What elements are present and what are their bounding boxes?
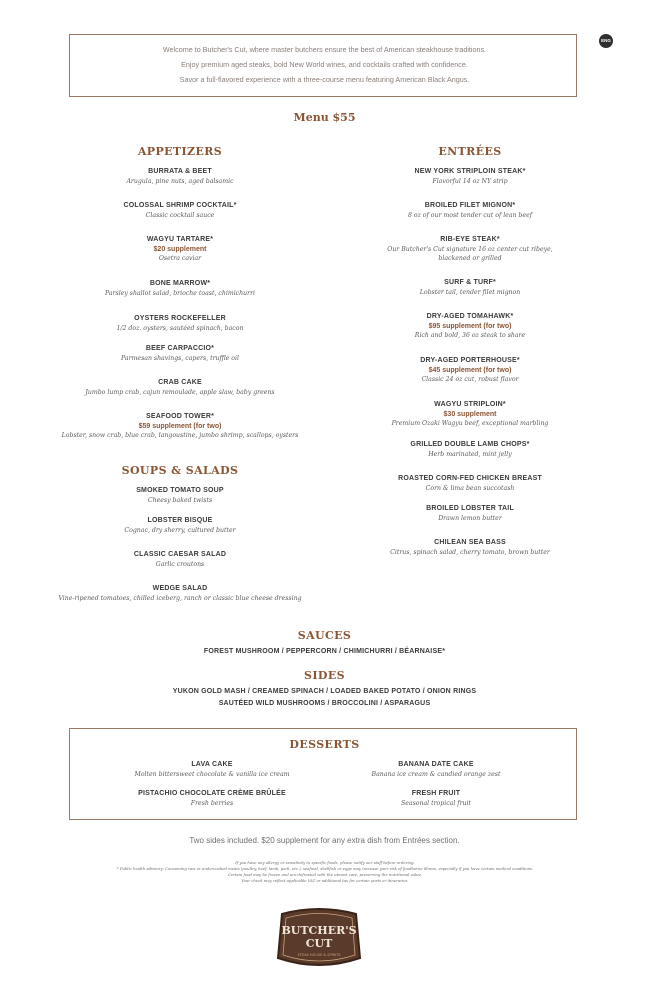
- item-name: FRESH FRUIT: [411, 790, 461, 797]
- sides-heading: SIDES: [304, 669, 345, 682]
- language-badge[interactable]: ENG: [599, 34, 613, 48]
- item-name: WAGYU STRIPLOIN*: [434, 401, 506, 408]
- item-desc: Arugula, pine nuts, aged balsamic: [126, 178, 234, 185]
- item-name: BURRATA & BEET: [148, 168, 212, 175]
- item-desc: Osetra caviar: [158, 255, 202, 262]
- item-desc: Cheesy baked twists: [147, 497, 213, 504]
- appetizer-item: [40, 344, 320, 363]
- item-desc: Fresh berries: [190, 800, 234, 807]
- entree-item: [330, 278, 610, 297]
- fine-print-line-4: Your check may reflect applicable VAT or additional tax for certain ports or itineraries.: [241, 878, 409, 883]
- item-name: BONE MARROW*: [149, 280, 211, 287]
- logo-line-1: BUTCHER'S: [281, 924, 357, 937]
- item-desc: Banana ice cream & candied orange zest: [371, 771, 501, 778]
- item-name: GRILLED DOUBLE LAMB CHOPS*: [410, 441, 530, 448]
- appetizer-item: [40, 314, 320, 333]
- item-desc: Molten bittersweet chocolate & vanilla ice cream: [134, 771, 290, 778]
- entree-item: [330, 538, 610, 557]
- item-name: COLOSSAL SHRIMP COCKTAIL*: [123, 202, 237, 209]
- appetizer-item: [40, 201, 320, 220]
- item-desc: Premium Ozaki Wagyu beef, exceptional marbling: [391, 420, 549, 427]
- item-desc: Seasonal tropical fruit: [400, 800, 472, 807]
- item-name: BROILED LOBSTER TAIL: [426, 505, 514, 512]
- fine-print-line-2: * Public health advisory: Consuming raw or undercooked meats (poultry, beef, lamb, pork, etc.), seafood, shellfish or eggs may increase your risk of foodborne illness, especially if you have certain medical conditions.: [116, 866, 534, 871]
- item-name: OYSTERS ROCKEFELLER: [134, 315, 226, 322]
- sauces-list: FOREST MUSHROOM / PEPPERCORN / CHIMICHURRI / BÉARNAISE*: [203, 648, 446, 655]
- entrees-heading: ENTRÉES: [438, 145, 502, 158]
- sides-included-note: Two sides included. $20 supplement for any extra dish from Entrées section.: [189, 836, 460, 845]
- soup-salad-item: [40, 550, 320, 569]
- item-name: CHILEAN SEA BASS: [434, 539, 506, 546]
- entree-item: [330, 235, 610, 263]
- item-desc: 1/2 doz. oysters, sautéed spinach, bacon: [116, 325, 244, 332]
- menu-price: Menu $55: [293, 111, 356, 124]
- intro-line-3: Savor a full-flavored experience with a three-course menu featuring American Black Angus.: [179, 75, 470, 84]
- item-name: SEAFOOD TOWER*: [145, 413, 214, 420]
- item-desc: Lobster tail, tender filet mignon: [419, 289, 521, 296]
- item-name: BANANA DATE CAKE: [398, 761, 474, 768]
- item-desc: Lobster, snow crab, blue crab, langoustine, jumbo shrimp, scallops, oysters: [61, 432, 299, 439]
- item-desc: Citrus, spinach salad, cherry tomato, brown butter: [390, 549, 550, 556]
- item-name: CRAB CAKE: [158, 379, 202, 386]
- entree-item: [330, 167, 610, 186]
- item-name: CLASSIC CAESAR SALAD: [133, 551, 227, 558]
- butchers-cut-logo: [272, 906, 366, 970]
- item-name: LAVA CAKE: [191, 761, 233, 768]
- soups-salads-heading: SOUPS & SALADS: [121, 464, 239, 477]
- appetizer-item: [40, 167, 320, 186]
- item-desc: Corn & lima bean succotash: [425, 485, 515, 492]
- item-name: WAGYU TARTARE*: [146, 236, 214, 243]
- item-supplement: $30 supplement: [443, 411, 497, 418]
- dessert-item: [296, 789, 576, 808]
- item-name: DRY-AGED PORTERHOUSE*: [420, 357, 520, 364]
- entree-item: [330, 201, 610, 220]
- item-name: BROILED FILET MIGNON*: [424, 202, 516, 209]
- item-name: SMOKED TOMATO SOUP: [136, 487, 224, 494]
- entree-item: [330, 504, 610, 523]
- item-name: ROASTED CORN-FED CHICKEN BREAST: [398, 475, 542, 482]
- item-desc: Drawn lemon butter: [438, 515, 502, 522]
- sides-list-line-1: YUKON GOLD MASH / CREAMED SPINACH / LOADED BAKED POTATO / ONION RINGS: [172, 688, 477, 695]
- item-supplement: $45 supplement (for two): [428, 367, 512, 374]
- item-name: WEDGE SALAD: [152, 585, 208, 592]
- logo-line-2: CUT: [305, 937, 333, 950]
- fine-print-line-1: If you have any allergy or sensitivity to specific foods, please notify our staff before ordering.: [235, 860, 415, 865]
- item-desc: Jumbo lump crab, cajun remoulade, apple slaw, baby greens: [85, 389, 275, 396]
- fine-print-line-3: Certain food may be frozen and are defrosted with the utmost care, preserving the nutritional value.: [227, 872, 423, 877]
- dessert-item: [296, 760, 576, 779]
- item-name: RIB-EYE STEAK*: [440, 236, 500, 243]
- appetizer-item: [40, 412, 320, 440]
- desserts-heading: DESSERTS: [289, 738, 360, 751]
- item-desc: Rich and bold, 36 oz steak to share: [414, 332, 526, 339]
- entree-item: [330, 474, 610, 493]
- appetizer-item: [40, 279, 320, 298]
- soup-salad-item: [40, 584, 320, 603]
- item-name: DRY-AGED TOMAHAWK*: [426, 313, 514, 320]
- appetizer-item: [40, 378, 320, 397]
- item-desc: Vine-ripened tomatoes, chilled iceberg, ranch or classic blue cheese dressing: [58, 595, 302, 602]
- item-desc: Our Butcher's Cut signature 16 oz center cut ribeye,: [387, 246, 553, 253]
- soup-salad-item: [40, 486, 320, 505]
- item-name: SURF & TURF*: [444, 279, 496, 286]
- item-desc: Cognac, dry sherry, cultured butter: [124, 527, 236, 534]
- entree-item: [330, 440, 610, 459]
- item-supplement: $95 supplement (for two): [428, 323, 512, 330]
- item-desc-line2: blackened or grilled: [438, 255, 502, 262]
- entree-item: [330, 400, 610, 428]
- item-desc: 8 oz of our most tender cut of lean beef: [407, 212, 533, 219]
- appetizer-item: [40, 235, 320, 263]
- intro-line-2: Enjoy premium aged steaks, bold New World wines, and cocktails crafted with confidence.: [181, 60, 468, 69]
- item-desc: Garlic croutons: [155, 561, 205, 568]
- item-desc: Flavorful 14 oz NY strip: [432, 178, 508, 185]
- intro-line-1: Welcome to Butcher's Cut, where master butchers ensure the best of American steakhouse traditions.: [162, 45, 487, 54]
- soup-salad-item: [40, 516, 320, 535]
- item-name: PISTACHIO CHOCOLATE CRÈME BRÛLÉE: [138, 790, 286, 797]
- appetizers-heading: APPETIZERS: [137, 145, 223, 158]
- sauces-heading: SAUCES: [297, 629, 352, 642]
- item-desc: Parsley shallot salad, brioche toast, chimichurri: [104, 290, 256, 297]
- item-supplement: $20 supplement: [153, 246, 207, 253]
- item-name: NEW YORK STRIPLOIN STEAK*: [414, 168, 526, 175]
- entree-item: [330, 312, 610, 340]
- item-name: LOBSTER BISQUE: [147, 517, 213, 524]
- sides-list-line-2: SAUTÉED WILD MUSHROOMS / BROCCOLINI / ASPARAGUS: [218, 700, 431, 707]
- logo-tagline: STEAK HOUSE & SPIRITS: [297, 953, 341, 957]
- item-desc: Classic cocktail sauce: [145, 212, 215, 219]
- item-desc: Classic 24 oz cut, robust flavor: [421, 376, 519, 383]
- item-desc: Parmesan shavings, capers, truffle oil: [121, 355, 239, 362]
- item-name: BEEF CARPACCIO*: [145, 345, 215, 352]
- entree-item: [330, 356, 610, 384]
- item-supplement: $59 supplement (for two): [138, 423, 222, 430]
- item-desc: Herb marinated, mint jelly: [428, 451, 512, 458]
